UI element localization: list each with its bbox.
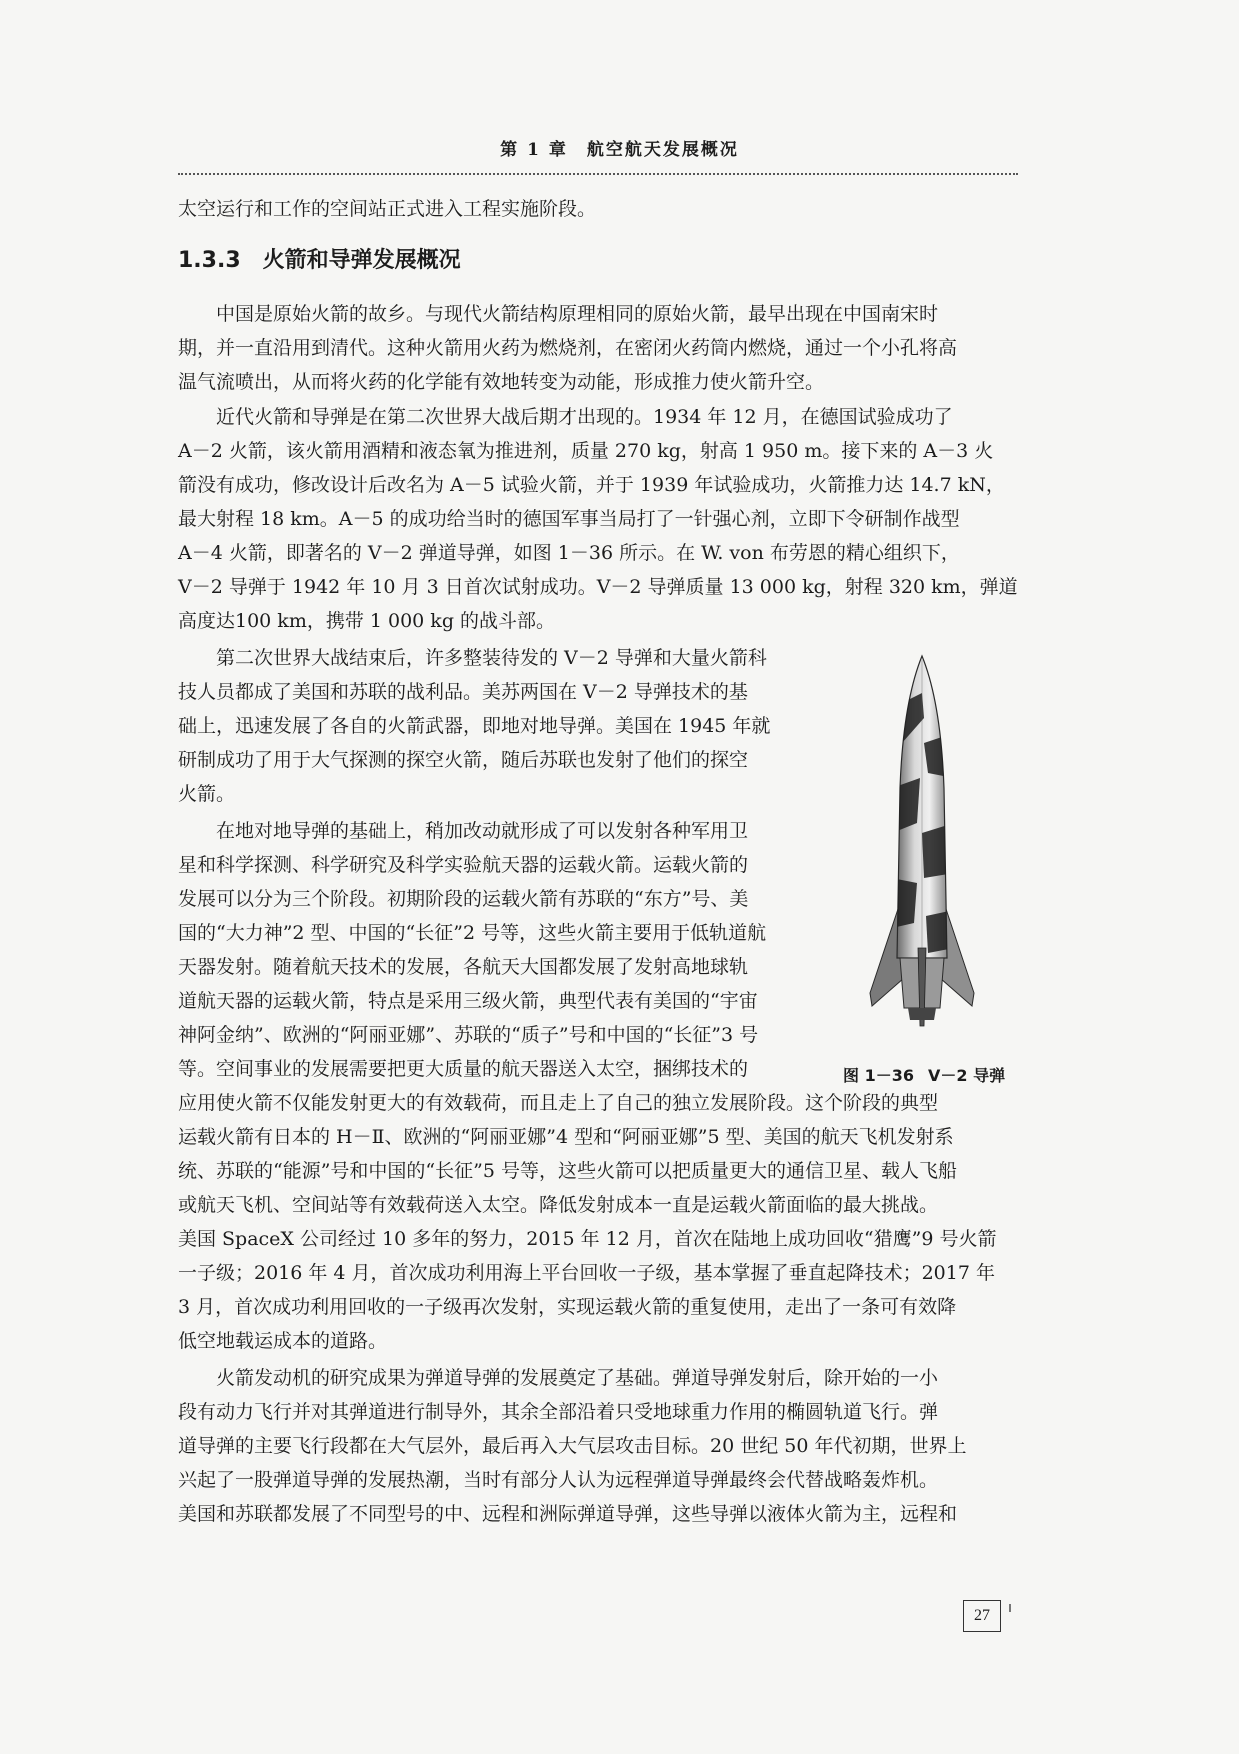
text-line: 最大射程 18 km。A－5 的成功给当时的德国军事当局打了一针强心剂，立即下令研制作战型 (178, 508, 960, 530)
text-line: 第二次世界大战结束后，许多整装待发的 V－2 导弹和大量火箭科 (216, 647, 767, 669)
header-divider (178, 173, 1018, 175)
v2-rocket-illustration (862, 648, 982, 1038)
figure-number: 图 1－36 (843, 1066, 914, 1085)
text-line: 应用使火箭不仅能发射更大的有效载荷，而且走上了自己的独立发展阶段。这个阶段的典型 (178, 1092, 939, 1114)
text-line: 3 月，首次成功利用回收的一子级再次发射，实现运载火箭的重复使用，走出了一条可有效降 (178, 1296, 957, 1318)
text-line: 道导弹的主要飞行段都在大气层外，最后再入大气层攻击目标。20 世纪 50 年代初期，世界上 (178, 1435, 967, 1457)
text-line: 道航天器的运载火箭，特点是采用三级火箭，典型代表有美国的“宇宙 (178, 990, 758, 1012)
text-line: 运载火箭有日本的 H－Ⅱ、欧洲的“阿丽亚娜”4 型和“阿丽亚娜”5 型、美国的航天飞机发射系 (178, 1126, 954, 1148)
text-line: A－2 火箭，该火箭用酒精和液态氧为推进剂，质量 270 kg，射高 1 950 m。接下来的 A－3 火 (178, 440, 994, 462)
figure-title: V－2 导弹 (927, 1066, 1006, 1085)
v2-rocket-figure (862, 648, 982, 1038)
page-number: 27 (963, 1600, 1001, 1632)
text-line: 美国和苏联都发展了不同型号的中、远程和洲际弹道导弹，这些导弹以液体火箭为主，远程和 (178, 1503, 958, 1525)
text-line: 火箭发动机的研究成果为弹道导弹的发展奠定了基础。弹道导弹发射后，除开始的一小 (216, 1367, 939, 1389)
text-line: 美国 SpaceX 公司经过 10 多年的努力，2015 年 12 月，首次在陆地上成功回收“猎鹰”9 号火箭 (178, 1228, 997, 1250)
text-line: 高度达100 km，携带 1 000 kg 的战斗部。 (178, 610, 556, 632)
text-line: 中国是原始火箭的故乡。与现代火箭结构原理相同的原始火箭，最早出现在中国南宋时 (216, 303, 939, 325)
text-line: 近代火箭和导弹是在第二次世界大战后期才出现的。1934 年 12 月，在德国试验成功了 (216, 406, 953, 428)
text-line: 技人员都成了美国和苏联的战利品。美苏两国在 V－2 导弹技术的基 (178, 681, 748, 703)
section-heading (178, 243, 461, 274)
text-line: 箭没有成功，修改设计后改名为 A－5 试验火箭，并于 1939 年试验成功，火箭推力达 14.7 kN， (178, 474, 1005, 496)
figure-caption (843, 1063, 1005, 1086)
text-line: 段有动力飞行并对其弹道进行制导外，其余全部沿着只受地球重力作用的椭圆轨道飞行。弹 (178, 1401, 939, 1423)
page-edge-mark (1009, 1604, 1011, 1612)
text-line: 兴起了一股弹道导弹的发展热潮，当时有部分人认为远程弹道导弹最终会代替战略轰炸机。 (178, 1469, 939, 1491)
text-line: 等。空间事业的发展需要把更大质量的航天器送入太空，捆绑技术的 (178, 1058, 749, 1080)
text-line: 或航天飞机、空间站等有效载荷送入太空。降低发射成本一直是运载火箭面临的最大挑战。 (178, 1194, 939, 1216)
paragraph-5 (178, 1361, 1020, 1531)
paragraph-4 (178, 814, 828, 1086)
text-line: 火箭。 (178, 783, 236, 805)
text-line: 太空运行和工作的空间站正式进入工程实施阶段。 (178, 198, 597, 220)
text-line: 温气流喷出，从而将火药的化学能有效地转变为动能，形成推力使火箭升空。 (178, 371, 825, 393)
text-line: 研制成功了用于大气探测的探空火箭，随后苏联也发射了他们的探空 (178, 749, 749, 771)
text-line: 神阿金纳”、欧洲的“阿丽亚娜”、苏联的“质子”号和中国的“长征”3 号 (178, 1024, 759, 1046)
text-line: 在地对地导弹的基础上，稍加改动就形成了可以发射各种军用卫 (216, 820, 749, 842)
text-line: V－2 导弹于 1942 年 10 月 3 日首次试射成功。V－2 导弹质量 13 000 kg，射程 320 km，弹道 (178, 576, 1018, 598)
text-line: 础上，迅速发展了各自的火箭武器，即地对地导弹。美国在 1945 年就 (178, 715, 771, 737)
paragraph-2 (178, 400, 1020, 638)
text-line: 发展可以分为三个阶段。初期阶段的运载火箭有苏联的“东方”号、美 (178, 888, 749, 910)
text-line: 星和科学探测、科学研究及科学实验航天器的运载火箭。运载火箭的 (178, 854, 749, 876)
text-line: 天器发射。随着航天技术的发展，各航天大国都发展了发射高地球轨 (178, 956, 749, 978)
paragraph-continuation (178, 192, 1020, 226)
text-line: 统、苏联的“能源”号和中国的“长征”5 号等，这些火箭可以把质量更大的通信卫星、载人飞船 (178, 1160, 957, 1182)
text-line: 低空地载运成本的道路。 (178, 1330, 388, 1352)
text-line: 一子级；2016 年 4 月，首次成功利用海上平台回收一子级，基本掌握了垂直起降技术；2017 年 (178, 1262, 995, 1284)
section-title: 火箭和导弹发展概况 (262, 248, 461, 273)
paragraph-4-continued (178, 1086, 1020, 1358)
text-line: 国的“大力神”2 型、中国的“长征”2 号等，这些火箭主要用于低轨道航 (178, 922, 767, 944)
text-line: 期，并一直沿用到清代。这种火箭用火药为燃烧剂，在密闭火药筒内燃烧，通过一个小孔将高 (178, 337, 958, 359)
running-header: 第 1 章 航空航天发展概况 (500, 140, 739, 160)
paragraph-3 (178, 641, 828, 811)
section-number: 1.3.3 (178, 248, 241, 273)
paragraph-1 (178, 297, 1020, 399)
text-line: A－4 火箭，即著名的 V－2 弹道导弹，如图 1－36 所示。在 W. von 布劳恩的精心组织下， (178, 542, 960, 564)
